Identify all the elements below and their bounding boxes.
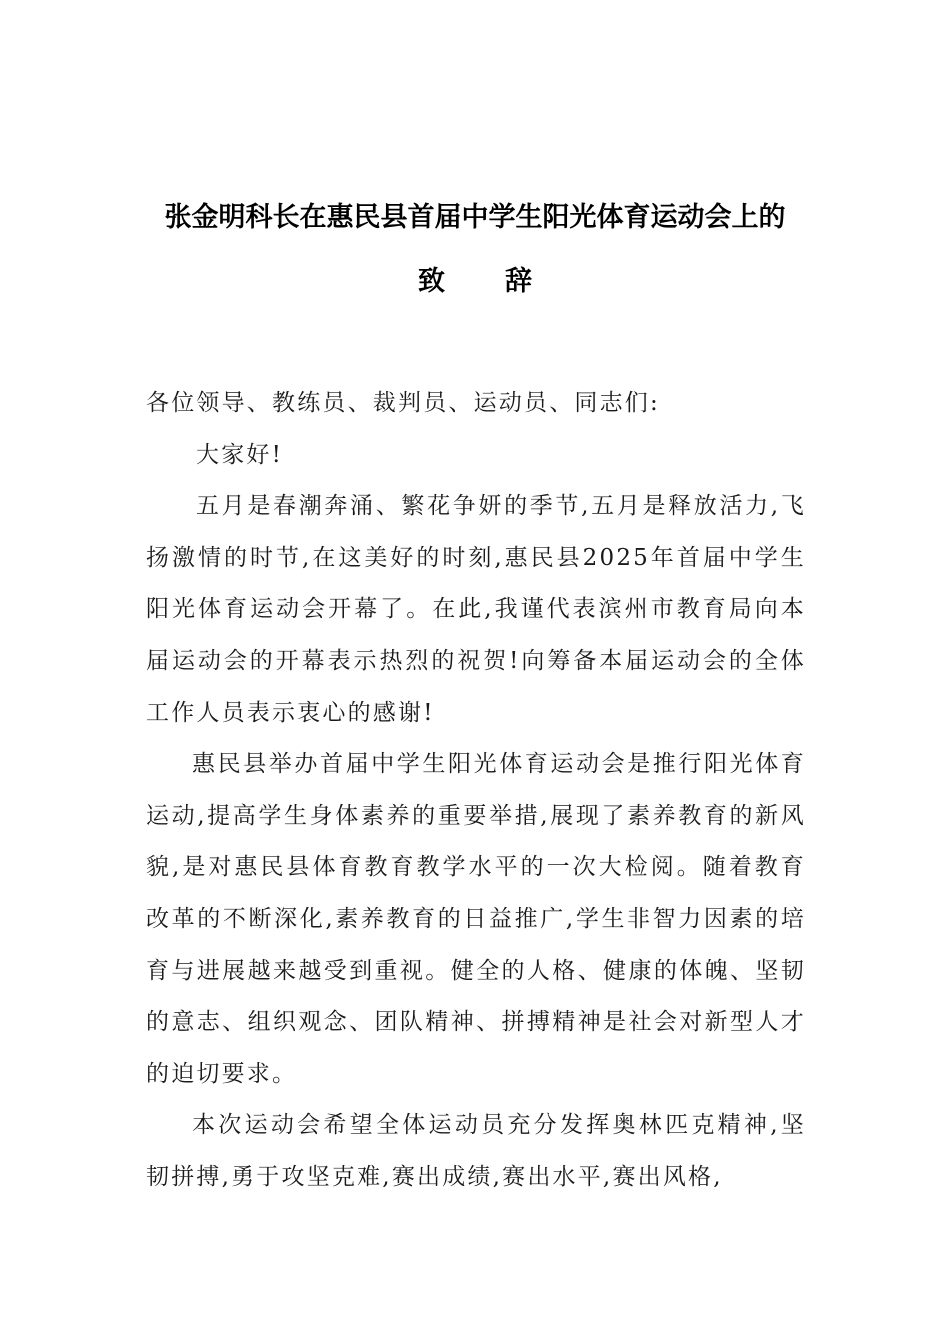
paragraph: 惠民县举办首届中学生阳光体育运动会是推行阳光体育运动,提高学生身体素养的重要举措,展现了素养教育的新风貌,是对惠民县体育教育教学水平的一次大检阅。随着教育改革的不断深化,素养教育的日益推广,学生非智力因素的培育与进展越来越受到重视。健全的人格、健康的体魄、坚韧的意志、组织观念、团队精神、拼搏精神是社会对新型人才的迫切要求。 (146, 751, 806, 1087)
salutation: 各位领导、教练员、裁判员、运动员、同志们: (146, 390, 660, 416)
paragraph: 本次运动会希望全体运动员充分发挥奥林匹克精神,坚韧拼搏,勇于攻坚克难,赛出成绩,赛出水平,赛出风格, (146, 1112, 806, 1190)
document-body (146, 378, 806, 1204)
document-title-subline: 致辞 (418, 266, 592, 297)
greeting: 大家好! (196, 441, 284, 468)
paragraph: 五月是春潮奔涌、繁花争妍的季节,五月是释放活力,飞扬激情的时节,在这美好的时刻,惠民县2025年首届中学生阳光体育运动会开幕了。在此,我谨代表滨州市教育局向本届运动会的开幕表示热烈的祝贺!向筹备本届运动会的全体工作人员表示衷心的感谢! (146, 493, 806, 726)
document-title: 张金明科长在惠民县首届中学生阳光体育运动会上的 (164, 202, 786, 233)
